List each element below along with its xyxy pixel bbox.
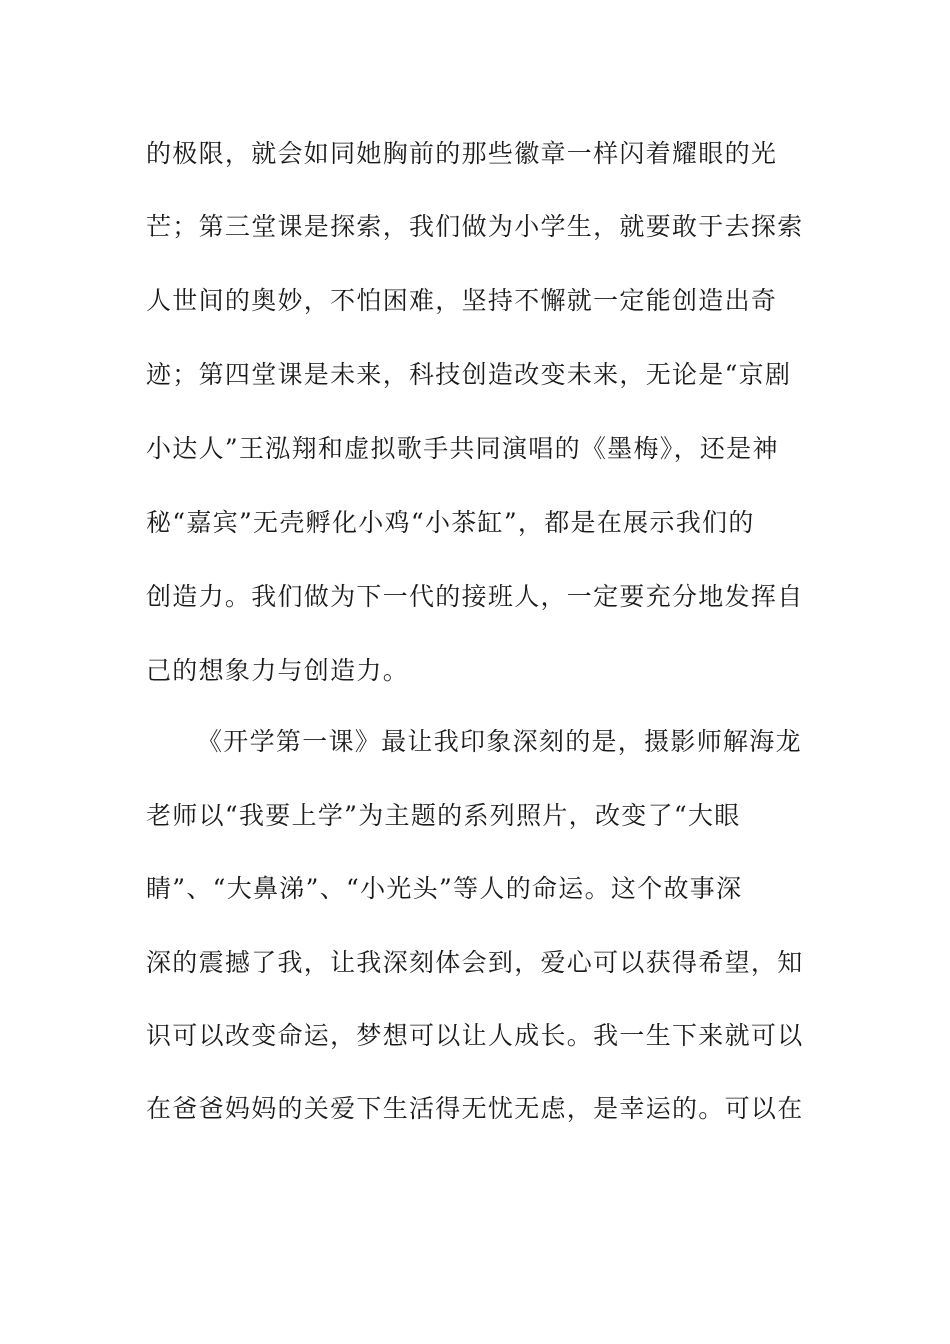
text-line: 创造力。我们做为下一代的接班人，一定要充分地发挥自	[146, 582, 804, 611]
text-line: 己的想象力与创造力。	[146, 656, 410, 685]
text-line: 芒；第三堂课是探索，我们做为小学生，就要敢于去探索	[146, 212, 804, 241]
text-line: 识可以改变命运，梦想可以让人成长。我一生下来就可以	[146, 1021, 804, 1050]
text-line: 在爸爸妈妈的关爱下生活得无忧无虑，是幸运的。可以在	[146, 1094, 804, 1123]
text-line: 睛”、“大鼻涕”、“小光头”等人的命运。这个故事深	[146, 874, 743, 903]
paragraph-first-line: 《开学第一课》最让我印象深刻的是，摄影师解海龙	[197, 727, 802, 756]
text-line: 老师以“我要上学”为主题的系列照片，改变了“大眼	[146, 801, 741, 830]
text-line: 小达人”王泓翔和虚拟歌手共同演唱的《墨梅》，还是神	[146, 434, 779, 463]
text-line: 深的震撼了我，让我深刻体会到，爱心可以获得希望，知	[146, 948, 804, 977]
text-line: 的极限，就会如同她胸前的那些徽章一样闪着耀眼的光	[146, 139, 778, 168]
text-line: 迹；第四堂课是未来，科技创造改变未来，无论是“京剧	[146, 360, 792, 389]
text-line: 秘“嘉宾”无壳孵化小鸡“小茶缸”，都是在展示我们的	[146, 508, 755, 537]
text-line: 人世间的奥妙，不怕困难，坚持不懈就一定能创造出奇	[146, 286, 778, 315]
